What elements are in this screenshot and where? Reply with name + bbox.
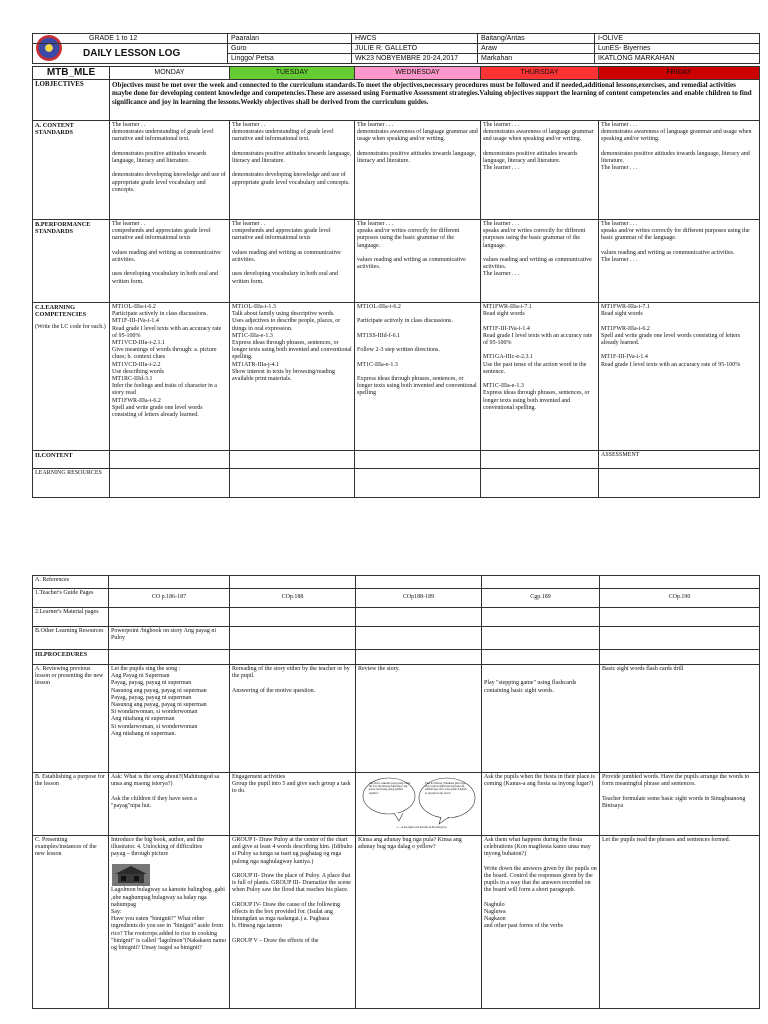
- procedures-table: [32, 575, 760, 1009]
- bubble-one-text: Ang Puloy, nakaadto payag kang. Pabal the otro ang inanong baka hagoo ang kasaw lisa nesang oniog pabalita ngaduto?: [368, 782, 410, 795]
- learning-resources-monday: [110, 469, 230, 498]
- learning-resources-wednesday: [355, 469, 481, 498]
- learning-competencies-thursday: MT1FWR-IIIa-i-7.1 Read sight words MT1F-III-IVa-i-1.4 Read grade I level texts with an accuracy rate of 95-100% MT1GA-IIIc-e-2.3.1 Use the past tense of the action word in the sentence. MT1C-IIIa-e-1.3 Express ideas through phrases, sentences, or longer texts using both invented and conventional spelling.: [481, 303, 599, 451]
- performance-standards-wednesday: The learner . . . speaks and/or writes correctly for different purposes using the basic grammar of the language. values reading and writing as communicative activities.: [355, 220, 481, 303]
- content-standards-label: A. CONTENT STANDARDS: [33, 121, 110, 220]
- references-friday: [600, 576, 760, 589]
- school-value: HWCS: [352, 34, 478, 44]
- reviewing-tuesday: Rereading of the story either by the teacher or by the pupil. Answering of the motive question.: [230, 665, 356, 773]
- grade-label: GRADE 1 to 12: [33, 34, 228, 44]
- learning-resources-tuesday: [230, 469, 355, 498]
- content-standards-tuesday: The learner . . demonstrates understanding of grade level narrative and informational text. demonstrates positive attitudes towards language, literacy and literature. demonstrates developing knowledge and use of appropriate grade level vocabulary and concepts.: [230, 121, 355, 220]
- establishing-monday: Ask: What is the song about?(Mahitungod sa unsa ang maong istorya?) Ask the children if they have seen a "payag"nipa hut.: [109, 773, 230, 836]
- content-standards-friday: The learner . . . demonstrates awareness of language grammar and usage when speaking and/or writing. demonstrates positive attitudes towards language, literacy and literature. The learner . . .: [599, 121, 760, 220]
- dialog-bubbles-illustration: [359, 774, 479, 834]
- procedures-wednesday: [356, 650, 482, 665]
- procedures-friday: [600, 650, 760, 665]
- performance-standards-tuesday: The learner . . comprehends and appreciates grade level narrative and informational texts values reading and writing as communicative activities. uses developing vocabulary in both oral and written form.: [230, 220, 355, 303]
- teachers-guide-wednesday: COp188-189: [356, 589, 482, 608]
- establishing-friday: Provide jumbled words. Have the pupils arrange the words to form meaningful phrase and sentences. Teacher formulate some basic sight words in Sinugbuanong Binisaya: [600, 773, 760, 836]
- other-resources-tuesday: [230, 627, 356, 650]
- other-resources-thursday: [482, 627, 600, 650]
- performance-standards-friday: The learner . . . speaks and/or writes correctly for different purposes using the basic grammar of the language. values reading and writing as communicative activities. The learner . . .: [599, 220, 760, 303]
- content-label: II.CONTENT: [33, 451, 110, 469]
- content-monday: [110, 451, 230, 469]
- procedures-tuesday: [230, 650, 356, 665]
- presenting-tuesday: GROUP I- Draw Puloy at the center of the chart and give at least 4 words describing him. (Idibuho si Puloy sa tunga sa tsart ug paghatag og mga pulong nga naghulagway kaniya.) GROUP II- Draw the place of Puloy. A place that is full of plants. GROUP III- Dramatize the scene when Puloy saw the flood that reaches his place. GROUP IV- Draw the cause of the following effects in the box provided for. (Isulat ang hinungdan sa mga nadangat.) a. Pagbasa b. Hinsog nga tanom GROUP V – Draw the effects of the: [230, 836, 356, 1009]
- bubble-two-text: Unsa ka Nabbag, Nakakitan gubot nga bag sa pabon ngkah nasi ang kanyong palintin sigo laron. Unsa ganda b ngkaw sa ang pabon sigo laron?: [424, 782, 467, 795]
- objectives-table: [32, 66, 760, 498]
- learning-competencies-monday: MT1OL-IIIa-i-6.2 Participate actively in class discussions. MT1F-III-IVa-i-1.4 Read grade I level texts with an accuracy rate of 95-100% MT1VCD-IIIa-i-2.1.1 Give meanings of words through: a. picture clues; b. context clues MT1VCD-IIIa-i-2.2 Use describing words MT1RC-IIId-3.1 Infer the feelings and traits of character in a story read MT1FWR-IIIa-i-6.2 Spell and write grade one level words consisting of letters already learned.: [110, 303, 230, 451]
- references-monday: [109, 576, 230, 589]
- establishing-tuesday: Engagement activities Group the pupil into 5 and give each group a task to do.: [230, 773, 356, 836]
- other-resources-monday: Powerpoint /bigbook on story Ang payag ni Puloy: [109, 627, 230, 650]
- objectives-label: I.OBJECTIVES: [33, 80, 110, 121]
- content-standards-wednesday: The learner . . . demonstrates awareness of language grammar and usage when speaking and/or writing. demonstrates positive attitudes towards language, literacy and literature.: [355, 121, 481, 220]
- reviewing-friday: Basic sight words flash cards drill: [600, 665, 760, 773]
- presenting-friday: Let the pupils read the phrases and sentences formed.: [600, 836, 760, 1009]
- learners-material-monday: [109, 608, 230, 627]
- reviewing-monday: Let the pupils sing the song : Ang Payag ni Superman Payag, payag, payag ni superman Nasunog ang payag, payag ni superman Payag, payag, payag ni superman Nasunog ang payag, payag ni superman Si wondarwoman, si wonderwoman Ang nitabang ni superman Si wondarwoman, si wonderwoman Ang nitabang ni superman.: [109, 665, 230, 773]
- subject-label: MTB_MLE: [33, 67, 110, 80]
- week-value: WK23 NOBYEMBRE 20-24,2017: [352, 54, 478, 64]
- quarter-value: IKATLONG MARKAHAN: [595, 54, 760, 64]
- day-header-thursday: THURSDAY: [481, 67, 599, 80]
- teachers-guide-thursday: Cgp.189: [482, 589, 600, 608]
- teachers-guide-monday: CO p.186-187: [109, 589, 230, 608]
- learners-material-tuesday: [230, 608, 356, 627]
- reviewing-wednesday: Review the story.: [356, 665, 482, 773]
- content-wednesday: [355, 451, 481, 469]
- learning-competencies-friday: MT1FWR-IIIa-i-7.1 Read sight words MT1FWR-IIIa-i-6.2 Spell and write grade one level words consisting of letters already learned. MT1F-III-IVa-i-1.4 Read grade I level texts with an accuracy rate of 95-100%: [599, 303, 760, 451]
- content-thursday: [481, 451, 599, 469]
- other-resources-wednesday: [356, 627, 482, 650]
- teachers-guide-label: 1.Teacher's Guide Pages: [33, 589, 109, 608]
- day-header-tuesday: TUESDAY: [230, 67, 355, 80]
- day-header-wednesday: WEDNESDAY: [355, 67, 481, 80]
- presenting-thursday: Ask them what happens during the fiesta celebrations (Kon magfiesta kamo unsa may inyong buhaton?) Write down the answers given by the pupils on the board. Control the responses given by the pupils in a way that the answers recorded on the board will form a short paragraph. Naghulo Nagluwa Nagkaon and other past forms of the verbs: [482, 836, 600, 1009]
- establishing-label: B. Establishing a purpose for the lesson: [33, 773, 109, 836]
- performance-standards-thursday: The learner . . . speaks and/or writes correctly for different purposes using the basic grammar of the language. values reading and writing as communicative activities. The learner . . .: [481, 220, 599, 303]
- content-tuesday: [230, 451, 355, 469]
- teachers-guide-friday: COp.190: [600, 589, 760, 608]
- references-tuesday: [230, 576, 356, 589]
- learners-material-wednesday: [356, 608, 482, 627]
- references-label: A. References: [33, 576, 109, 589]
- establishing-wednesday: [356, 773, 482, 836]
- content-friday: ASSESSMENT: [599, 451, 760, 469]
- presenting-label: C. Presenting examples/instances of the new lesson: [33, 836, 109, 1009]
- other-resources-label: B.Other Learning Resources: [33, 627, 109, 650]
- content-standards-monday: The learner . . demonstrates understanding of grade level narrative and informational text. demonstrates positive attitudes towards language, literacy and literature. demonstrates developing knowledge and use of appropriate grade level vocabulary and concepts.: [110, 121, 230, 220]
- teachers-guide-tuesday: COp.188: [230, 589, 356, 608]
- learning-resources-label: LEARNING RESOURCES: [33, 469, 110, 498]
- learners-material-thursday: [482, 608, 600, 627]
- quarter-label: Markahan: [478, 54, 595, 64]
- learning-resources-thursday: [481, 469, 599, 498]
- content-standards-thursday: The learner . . . demonstrates awareness of language grammar and usage when speaking and/or writing. demonstrates positive attitudes towards language, literacy and literature. The learner . . .: [481, 121, 599, 220]
- document-title: DAILY LESSON LOG: [33, 44, 228, 64]
- learning-competencies-cell: [33, 303, 110, 451]
- learning-resources-friday: [599, 469, 760, 498]
- performance-standards-monday: The learner . . comprehends and appreciates grade level narrative and informational texts values reading and writing as communicative activities. uses developing vocabulary in both oral and written form.: [110, 220, 230, 303]
- procedures-label: III.PROCEDURES: [33, 650, 109, 665]
- grade-level-label: Baitang/Antas: [478, 34, 595, 44]
- teacher-label: Guro: [228, 44, 352, 54]
- teacher-value: JULIE R. GALLETO: [352, 44, 478, 54]
- day-header-monday: MONDAY: [110, 67, 230, 80]
- header-table: [32, 33, 760, 64]
- learners-material-label: 2.Learner's Material pages: [33, 608, 109, 627]
- objectives-text: Objectives must be met over the week and connected to the curriculum standards.To meet the objectives,necessary procedures must be followed and if needed,additional lessons,exercises, and remedial activities maybe done for developing content knowledge and competencies.These are assessed using Formative Assessment strategies.Valuing objectives support the learning of content competencies and enable children to find significance and joy in learning the lessons.Weekly objectives shall be derived from the curriculum guides.: [110, 80, 760, 121]
- week-label: Linggo/ Petsa: [228, 54, 352, 64]
- day-value: LunES- Biyernes: [595, 44, 760, 54]
- grade-level-value: I-OLIVE: [595, 34, 760, 44]
- procedures-thursday: [482, 650, 600, 665]
- learning-competencies-label: C.LEARNING COMPETENCIES: [35, 304, 87, 319]
- learning-competencies-note: (Write the LC code for each.): [35, 324, 106, 331]
- reviewing-label: A. Reviewing previous lesson or presenting the new lesson: [33, 665, 109, 773]
- establishing-thursday: Ask the pupils when the fiesta in their place is coming (Kanus-a ang fiesta sa inyong lugar?): [482, 773, 600, 836]
- references-wednesday: [356, 576, 482, 589]
- presenting-wednesday: Kinsa ang adunay bug nga pula? Kinsa ang adunay bug nga dalag o yellow?: [356, 836, 482, 1009]
- learners-material-friday: [600, 608, 760, 627]
- reviewing-thursday: Play "stepping game" using flashcards containing basic sight words.: [482, 665, 600, 773]
- other-resources-friday: [600, 627, 760, 650]
- procedures-monday: [109, 650, 230, 665]
- presenting-monday-cell: [109, 836, 230, 1009]
- bubble-caption: 1. ...of the pupils read the lines in the dialog box: [395, 826, 447, 829]
- performance-standards-label: B.PERFORMANCE STANDARDS: [33, 220, 110, 303]
- school-label: Paaralan: [228, 34, 352, 44]
- learning-competencies-wednesday: MT1OL-IIIa-i-6.2 Participate actively in class discussions. MT1SS-IIId-f-6.1 Follow 2-3 step written directions. MT1C-IIIa-e-1.3 Express ideas through phrases, sentences, or longer texts using both invented and conventional spelling: [355, 303, 481, 451]
- presenting-monday: Introduce the big book, author, and the illustrator. 4. Unlocking of difficulties payag – through picture Lagolmon bulagway sa kamote balingbog ,gabi ,ube naghumpag bulagway sa balay nga nahumpag Say: Have you eaten "binignit?" What other ingredients do you see in "binignit" aside from rice? The rootcrops added to rice in cooking "binignit" is called "lagolmon"(Nakakaon namo og binignit? Unsay isagol sa binignit?: [111, 837, 227, 952]
- day-label: Araw: [478, 44, 595, 54]
- learning-competencies-tuesday: MT1OL-IIIa-i-1.3 Talk about family using descriptive words. Uses adjectives to describe people, places, or things in oral expression. MT1C-IIIa-e-1.3 Express ideas through phrases, sentences, or longer texts using both invented and conventional spelling. MT1ATR-IIIa-j-4.1 Show interest in texts by browsing/reading available print materials.: [230, 303, 355, 451]
- day-header-friday: FRIDAY: [599, 67, 760, 80]
- references-thursday: [482, 576, 600, 589]
- nipa-hut-picture: [112, 864, 150, 886]
